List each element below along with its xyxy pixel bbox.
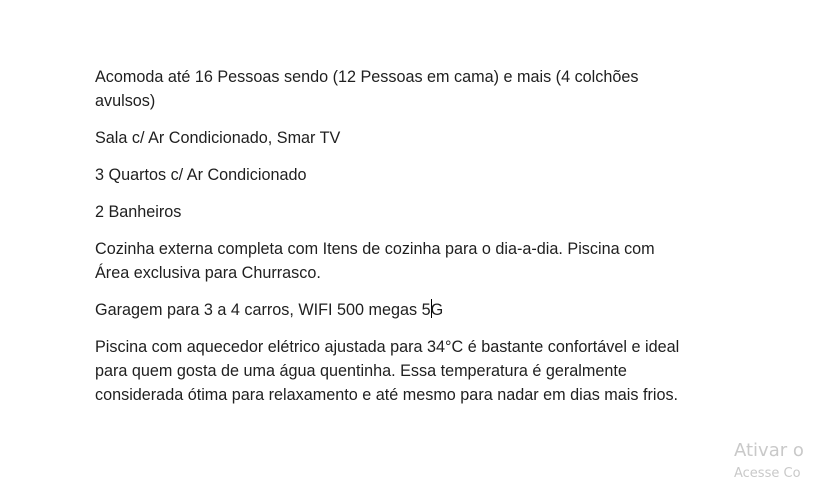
text-before-caret: Garagem para 3 a 4 carros, WIFI 500 megas 5 — [95, 301, 431, 319]
paragraph-pool-heater[interactable] — [95, 335, 725, 407]
paragraph-line: Acomoda até 16 Pessoas sendo (12 Pessoas em cama) e mais (4 colchões — [95, 68, 639, 86]
watermark-title: Ativar o — [734, 440, 804, 461]
paragraph-kitchen[interactable] — [95, 237, 725, 285]
paragraph-bedrooms[interactable] — [95, 163, 725, 187]
paragraph-line: Cozinha externa completa com Itens de cozinha para o dia-a-dia. Piscina com — [95, 240, 655, 258]
paragraph-line: avulsos) — [95, 92, 156, 110]
paragraph-garage-wifi[interactable] — [95, 298, 725, 322]
paragraph-living-room[interactable] — [95, 126, 725, 150]
paragraph-capacity[interactable] — [95, 65, 725, 113]
paragraph-line: Piscina com aquecedor elétrico ajustada para 34°C é bastante confortável e ideal — [95, 338, 680, 356]
document-body[interactable] — [95, 65, 725, 420]
watermark-subtitle: Acesse Co — [734, 466, 801, 481]
text-after-caret: G — [430, 301, 444, 319]
paragraph-line: 3 Quartos c/ Ar Condicionado — [95, 166, 307, 184]
paragraph-line: 2 Banheiros — [95, 203, 182, 221]
activation-watermark — [734, 439, 804, 483]
paragraph-line — [95, 298, 725, 322]
paragraph-bathrooms[interactable] — [95, 200, 725, 224]
paragraph-line: para quem gosta de uma água quentinha. Essa temperatura é geralmente — [95, 362, 627, 380]
paragraph-line: Área exclusiva para Churrasco. — [95, 264, 321, 282]
paragraph-line: Sala c/ Ar Condicionado, Smar TV — [95, 129, 341, 147]
paragraph-line: considerada ótima para relaxamento e até mesmo para nadar em dias mais frios. — [95, 386, 679, 404]
